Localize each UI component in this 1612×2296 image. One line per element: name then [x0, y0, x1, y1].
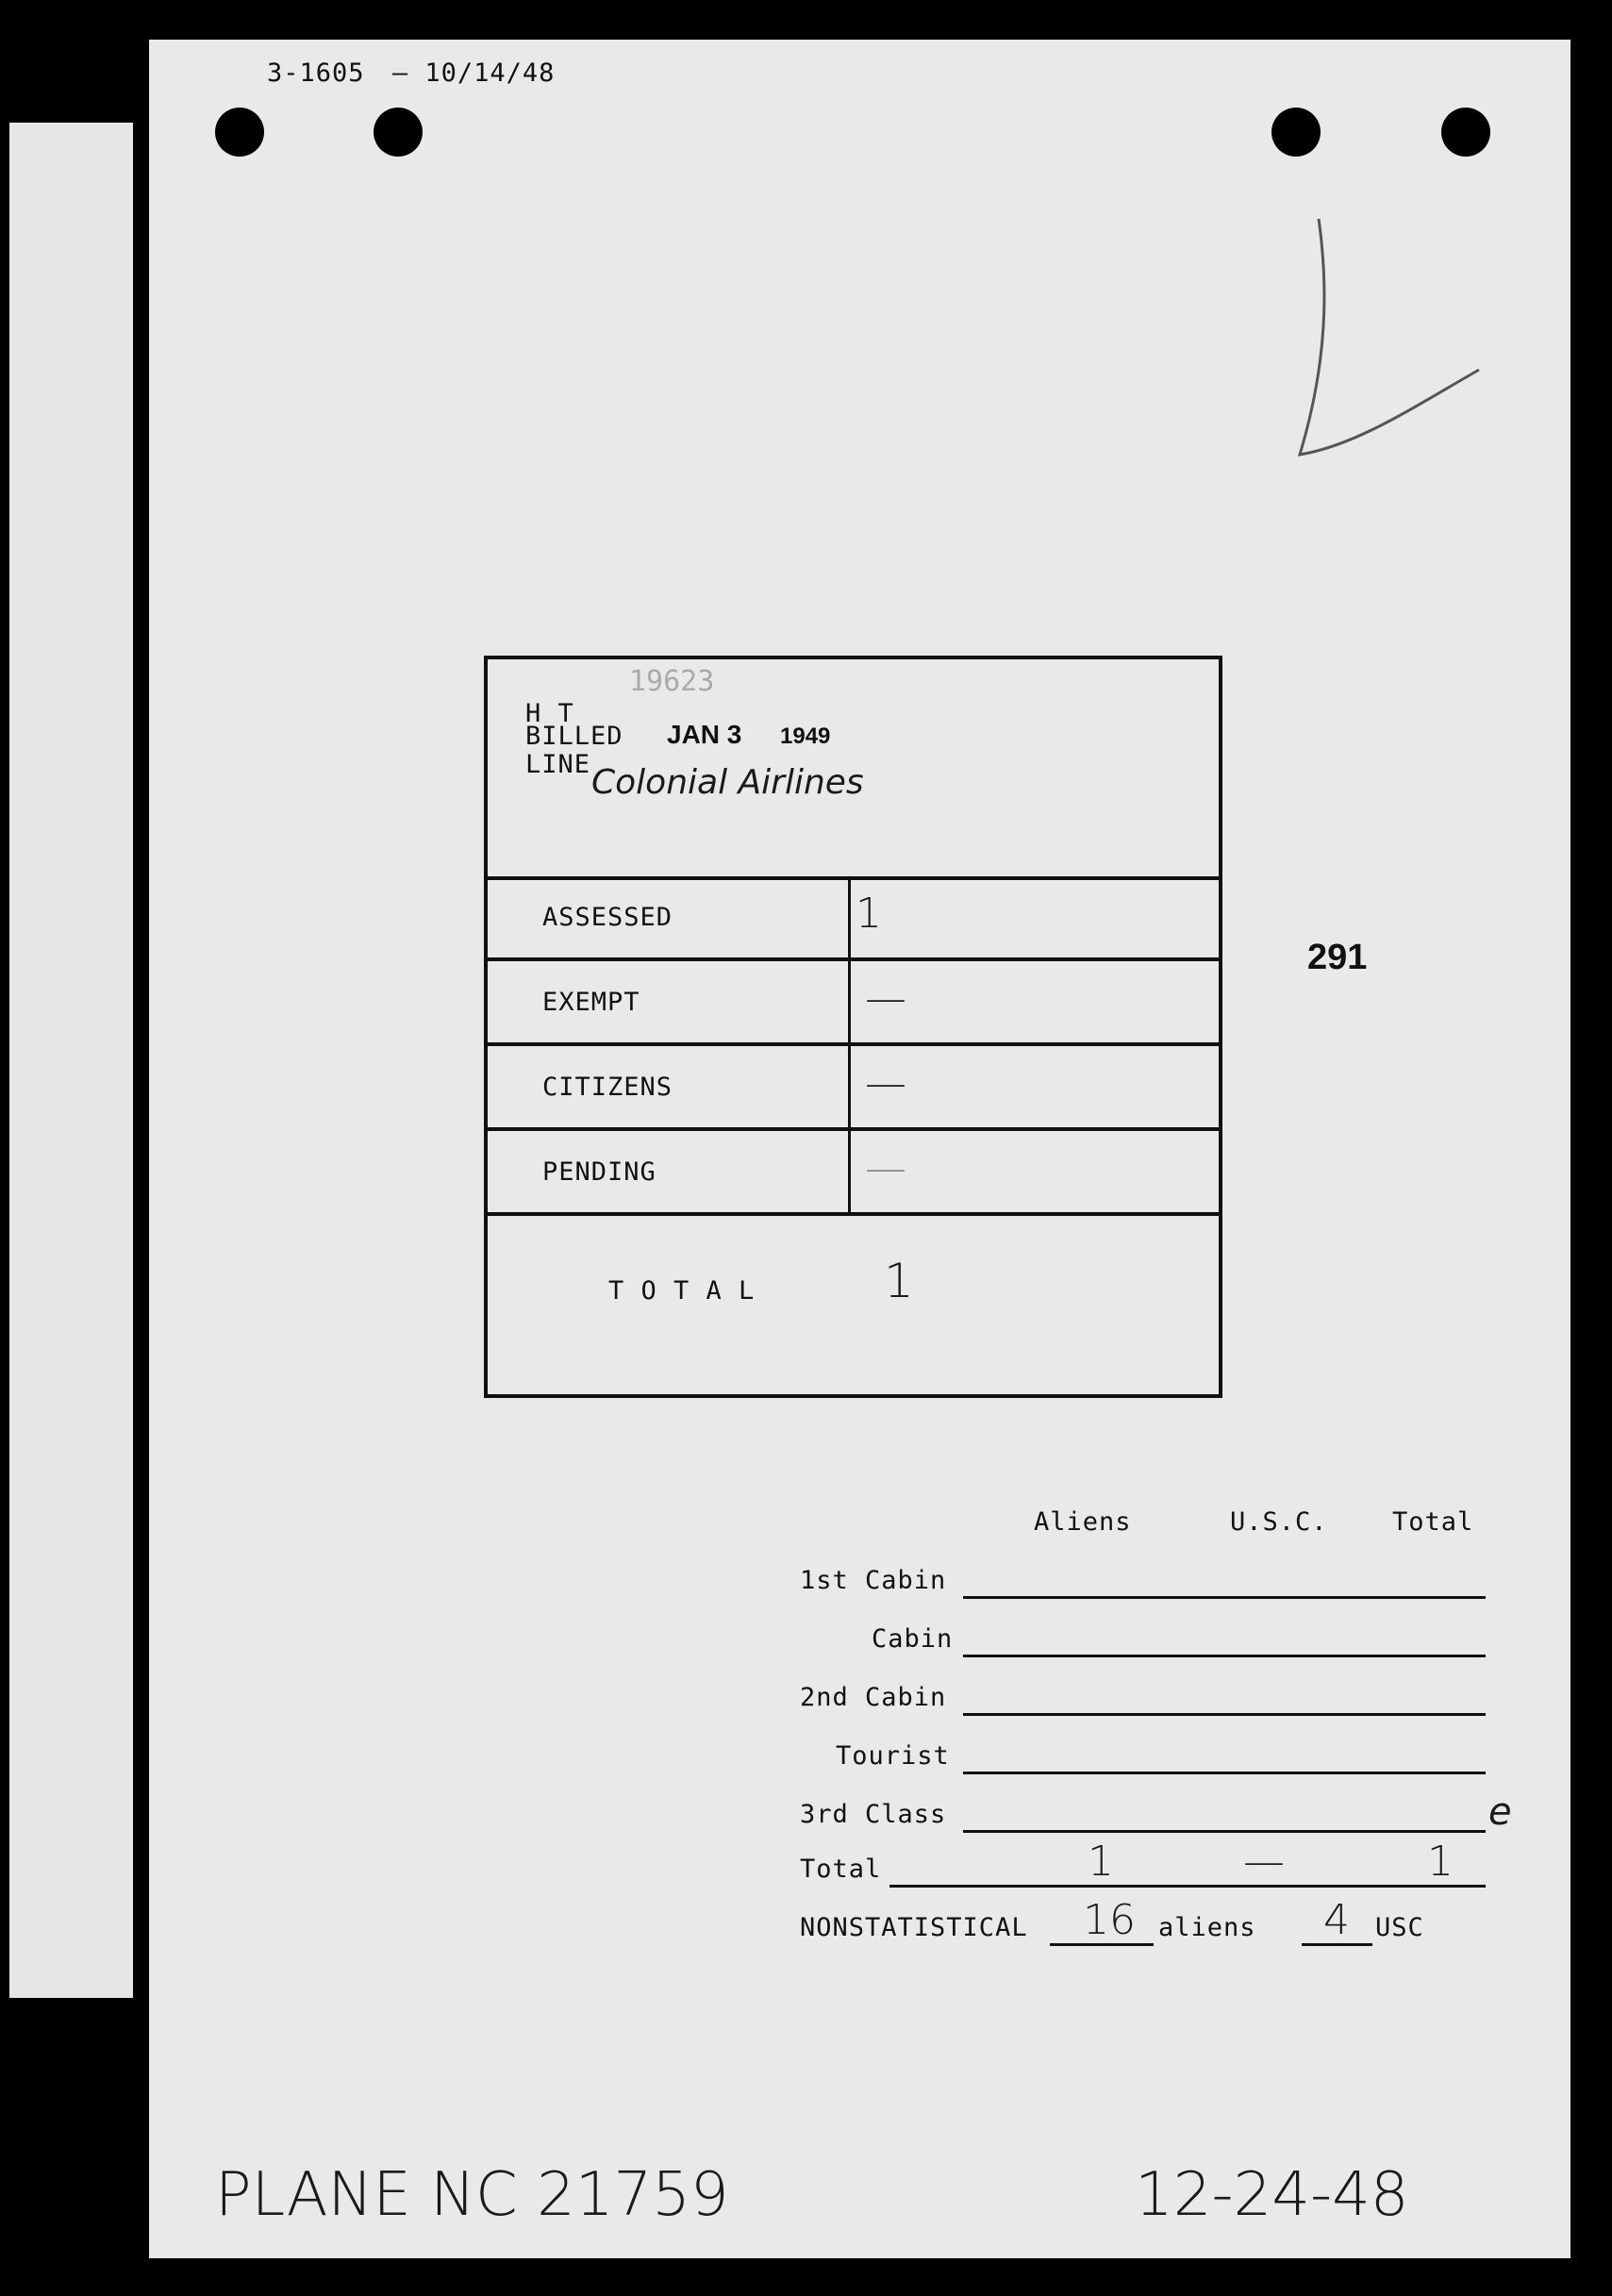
line-value: Colonial Airlines — [591, 763, 864, 802]
document-page — [149, 40, 1570, 2258]
ht-label: H T — [525, 699, 574, 728]
billed-label: BILLED — [525, 722, 623, 751]
row-label: 2nd Cabin — [800, 1683, 947, 1712]
nonstatistical-label: NONSTATISTICAL — [800, 1913, 1028, 1942]
billing-box-header — [488, 659, 1219, 880]
total-aliens: 1 — [1088, 1838, 1114, 1886]
billed-date: JAN 3 — [667, 720, 742, 749]
citizens-row — [488, 1046, 1219, 1131]
line-label: LINE — [525, 750, 591, 779]
form-number: 3-1605 — 10/14/48 — [267, 58, 556, 88]
entry-line — [963, 1772, 1486, 1774]
punch-hole — [1271, 108, 1321, 157]
check-mark — [1187, 172, 1488, 511]
pending-value: — — [865, 1144, 906, 1192]
assessed-row — [488, 876, 1219, 961]
entry-line — [889, 1885, 1486, 1888]
assessed-label: ASSESSED — [542, 903, 673, 932]
total-usc: — — [1243, 1838, 1285, 1886]
entry-line — [963, 1713, 1486, 1716]
number-stamp: 19623 — [629, 665, 715, 698]
row-label: Tourist — [836, 1741, 950, 1771]
punch-hole — [1441, 108, 1490, 157]
pending-row — [488, 1131, 1219, 1216]
total-total: 1 — [1427, 1838, 1454, 1886]
entry-line — [963, 1596, 1486, 1599]
aliens-label: aliens — [1158, 1913, 1256, 1942]
handwritten-date: 12-24-48 — [1135, 2160, 1409, 2230]
margin-mark: e — [1488, 1790, 1512, 1834]
plane-number: PLANE NC 21759 — [215, 2160, 729, 2230]
punch-hole — [374, 108, 423, 157]
page-number: 291 — [1307, 938, 1368, 977]
column-divider — [848, 1046, 851, 1127]
row-label: 3rd Class — [800, 1800, 947, 1829]
billing-box — [484, 656, 1222, 1398]
nonstatistical-aliens: 16 — [1083, 1896, 1136, 1944]
total-label: T O T A L — [608, 1276, 756, 1306]
column-total: Total — [1392, 1507, 1474, 1537]
punch-hole — [215, 108, 264, 157]
row-label: Cabin — [872, 1624, 954, 1654]
column-divider — [848, 961, 851, 1042]
usc-label: USC — [1375, 1913, 1424, 1942]
entry-line — [963, 1655, 1486, 1657]
billed-year: 1949 — [780, 724, 831, 749]
total-value: 1 — [884, 1254, 914, 1308]
citizens-label: CITIZENS — [542, 1073, 673, 1102]
pending-label: PENDING — [542, 1157, 656, 1187]
column-usc: U.S.C. — [1230, 1507, 1328, 1537]
exempt-row — [488, 961, 1219, 1046]
column-divider — [848, 1131, 851, 1212]
row-label: 1st Cabin — [800, 1566, 947, 1595]
entry-line — [963, 1830, 1486, 1833]
column-divider — [848, 876, 851, 957]
exempt-label: EXEMPT — [542, 988, 640, 1017]
exempt-value: — — [865, 974, 906, 1023]
nonstatistical-usc: 4 — [1323, 1896, 1350, 1944]
row-label-total: Total — [800, 1855, 882, 1884]
assessed-value: 1 — [856, 890, 882, 938]
column-aliens: Aliens — [1034, 1507, 1132, 1537]
left-paper-strip — [9, 123, 133, 1998]
citizens-value: — — [865, 1059, 906, 1107]
